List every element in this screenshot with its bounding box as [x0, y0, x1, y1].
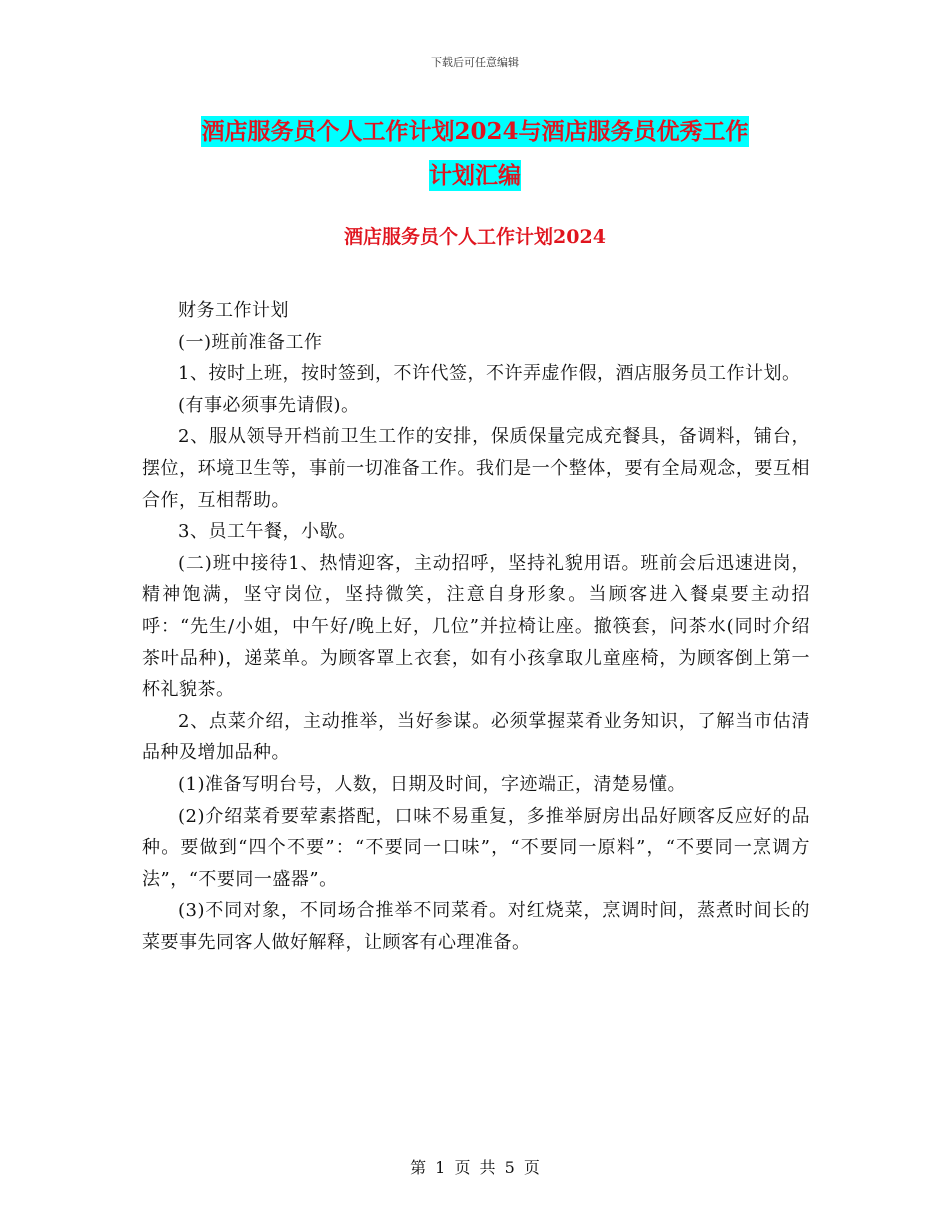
- paragraph: 2、点菜介绍，主动推举，当好参谋。必须掌握菜肴业务知识，了解当市估清品种及增加品种。: [142, 710, 810, 764]
- page-footer: 第 1 页 共 5 页: [410, 1158, 540, 1177]
- paragraph: 3、员工午餐，小歇。: [178, 521, 357, 543]
- paragraph: (2)介绍菜肴要荤素搭配，口味不易重复，多推举厨房出品好顾客反应好的品种。要做到“四个不要”：“不要同一口味”，“不要同一原料”，“不要同一烹调方法”，“不要同一盛器”。: [142, 805, 810, 890]
- paragraph: 2、服从领导开档前卫生工作的安排，保质保量完成充餐具，备调料，铺台，摆位，环境卫生等，事前一切准备工作。我们是一个整体，要有全局观念，要互相合作，互相帮助。: [142, 426, 810, 511]
- paragraph: 财务工作计划: [178, 300, 289, 321]
- document-body: [142, 295, 810, 958]
- title-line-1: 酒店服务员个人工作计划2024与酒店服务员优秀工作: [201, 118, 749, 145]
- title-line-2: 计划汇编: [429, 162, 521, 189]
- paragraph: 1、按时上班，按时签到，不许代签，不许弄虚作假，酒店服务员工作计划。: [178, 363, 801, 385]
- paragraph: (3)不同对象，不同场合推举不同菜肴。对红烧菜，烹调时间，蒸煮时间长的菜要事先同客人做好解释，让顾客有心理准备。: [142, 900, 810, 953]
- paragraph: (一)班前准备工作: [178, 331, 323, 353]
- header-note: 下载后可任意编辑: [431, 56, 519, 69]
- section-title: 酒店服务员个人工作计划2024: [344, 226, 606, 248]
- paragraph: (有事必须事先请假)。: [178, 394, 360, 416]
- document-title: [140, 110, 810, 198]
- paragraph: (1)准备写明台号，人数，日期及时间，字迹端正，清楚易懂。: [178, 773, 686, 795]
- paragraph: (二)班中接待1、热情迎客，主动招呼，坚持礼貌用语。班前会后迅速进岗，精神饱满，坚守岗位，坚持微笑，注意自身形象。当顾客进入餐桌要主动招呼：“先生/小姐，中午好/晚上好，几位”并拉椅让座。撤筷套，问茶水(同时介绍茶叶品种)，递菜单。为顾客罩上衣套，如有小孩拿取儿童座椅，为顾客倒上第一杯礼貌茶。: [142, 552, 810, 701]
